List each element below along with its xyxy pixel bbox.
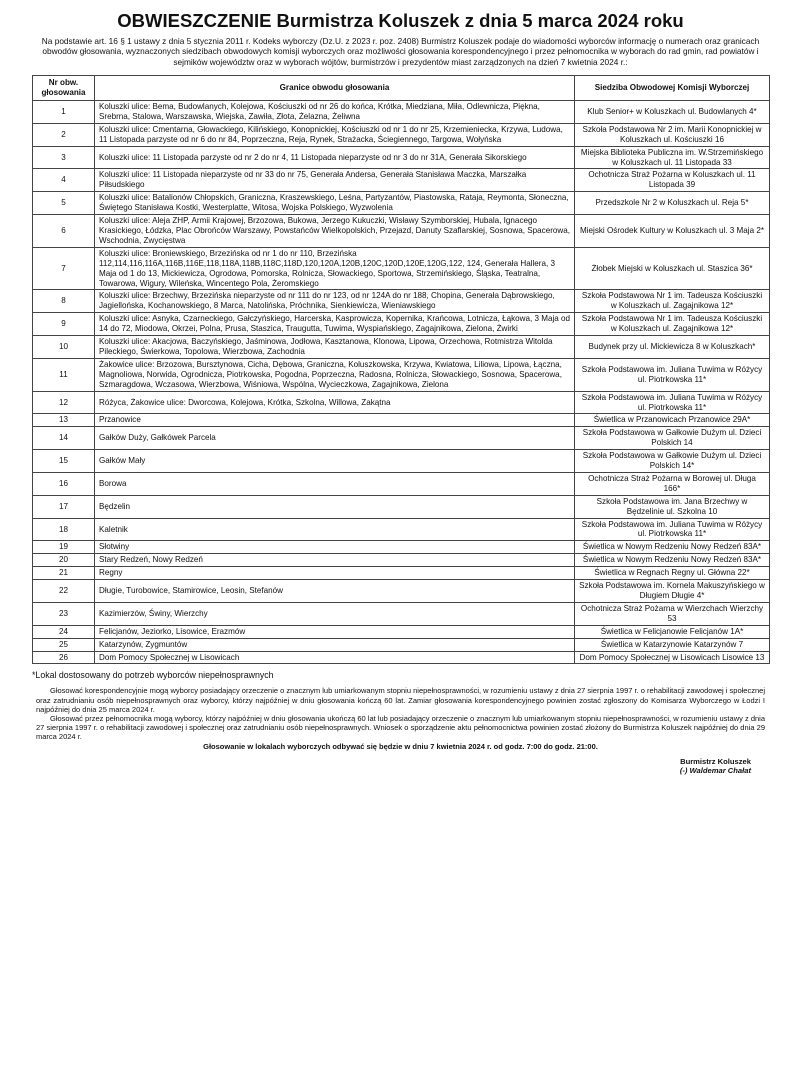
legal-paragraph-correspondence: Głosować korespondencyjnie mogą wyborcy posiadający orzeczenie o znacznym lub umiarkowanym stopniu niepełnosprawności, w rozumieniu ustawy z dnia 27 sierpnia 1997 r. o rehabilitacji zawodowej i społecznej oraz zatrudnianiu osób niepełnosprawnych oraz wyborcy, którzy najpóźniej w dniu głosowania kończą 60 lat. Zamiar głosowania korespondencyjnego powinien zostać zgłoszony do Komisarza Wyborczego w Łodzi I najpóźniej do dnia 25 marca 2024 r. [36, 686, 765, 714]
table-row [33, 518, 770, 541]
table-body [33, 101, 770, 664]
table-row [33, 313, 770, 336]
row-seat: Ochotnicza Straż Pożarna w Wierzchach Wierzchy 53 [575, 602, 770, 625]
table-row [33, 567, 770, 580]
row-number: 16 [33, 472, 95, 495]
table-row [33, 554, 770, 567]
row-number: 26 [33, 651, 95, 664]
row-seat: Dom Pomocy Społecznej w Lisowicach Lisowice 13 [575, 651, 770, 664]
table-row [33, 146, 770, 169]
intro-paragraph: Na podstawie art. 16 § 1 ustawy z dnia 5 stycznia 2011 r. Kodeks wyborczy (Dz.U. z 2023 r. poz. 2408) Burmistrz Koluszek podaje do wiadomości wyborców informację o numerach oraz granicach obwodów głosowania, wyznaczonych siedzibach obwodowych komisji wyborczych oraz możliwości głosowania korespondencyjnego i przez pełnomocnika w wyborach do rad gmin, rad powiatów i sejmików województw oraz w wyborach wójtów, burmistrzów i prezydentów miast zarządzonych na dzień 7 kwietnia 2024 r.: [41, 36, 760, 67]
legal-text [36, 686, 765, 750]
row-boundaries: Koluszki ulice: 11 Listopada nieparzyste od nr 33 do nr 75, Generała Andersa, Generała Stanisława Maczka, Marszałka Piłsudskiego [95, 169, 575, 192]
row-seat: Miejska Biblioteka Publiczna im. W.Strzemińskiego w Koluszkach ul. 11 Listopada 33 [575, 146, 770, 169]
table-row [33, 247, 770, 290]
row-boundaries: Kaletnik [95, 518, 575, 541]
row-number: 19 [33, 541, 95, 554]
row-seat: Świetlica w Felicjanowie Felicjanów 1A* [575, 625, 770, 638]
row-seat: Świetlica w Katarzynowie Katarzynów 7 [575, 638, 770, 651]
row-seat: Ochotnicza Straż Pożarna w Borowej ul. Długa 166* [575, 472, 770, 495]
row-boundaries: Koluszki ulice: Broniewskiego, Brzezińska od nr 1 do nr 110, Brzezińska 112,114,116,116A,116B,116E,118,118A,118B,118C,118D,120,120A,120B,120C,120D,120E,120G,122, 124, Generała Hallera, 3 Maja od 1 do 13, Mickiewicza, Ogrodowa, Pomorska, Rolnicza, Słowackiego, Sportowa, Strzemińskiego, Śląska, Teatralna, Towarowa, Wigury, Wileńska, Wincentego Pola, Żeromskiego [95, 247, 575, 290]
row-number: 6 [33, 215, 95, 248]
table-row [33, 450, 770, 473]
row-seat: Klub Senior+ w Koluszkach ul. Budowlanych 4* [575, 101, 770, 124]
row-boundaries: Koluszki ulice: Cmentarna, Głowackiego, Kilińskiego, Konopnickiej, Kościuszki od nr 1 do nr 25, Krzemieniecka, Krzywa, Ludowa, 11 Listopada parzyste od nr 6 do nr 84, Poprzeczna, Reja, Rynek, Strażacka, Ściegiennego, Targowa, Wołyńska [95, 123, 575, 146]
table-header-row [33, 76, 770, 101]
header-siedziba: Siedziba Obwodowej Komisji Wyborczej [575, 76, 770, 101]
row-seat: Szkoła Podstawowa im. Jana Brzechwy w Będzelinie ul. Szkolna 10 [575, 495, 770, 518]
row-seat: Szkoła Podstawowa w Gałkowie Dużym ul. Dzieci Polskich 14* [575, 450, 770, 473]
signature-role: Burmistrz Koluszek [680, 756, 751, 766]
page-title: OBWIESZCZENIE Burmistrza Koluszek z dnia 5 marca 2024 roku [117, 10, 684, 31]
row-boundaries: Dom Pomocy Społecznej w Lisowicach [95, 651, 575, 664]
row-number: 2 [33, 123, 95, 146]
row-number: 4 [33, 169, 95, 192]
table-row [33, 651, 770, 664]
row-number: 8 [33, 290, 95, 313]
row-seat: Szkoła Podstawowa im. Juliana Tuwima w Różycy ul. Piotrkowska 11* [575, 358, 770, 391]
row-boundaries: Kazimierzów, Świny, Wierzchy [95, 602, 575, 625]
row-number: 1 [33, 101, 95, 124]
row-boundaries: Będzelin [95, 495, 575, 518]
row-seat: Szkoła Podstawowa Nr 1 im. Tadeusza Kościuszki w Koluszkach ul. Zagajnikowa 12* [575, 313, 770, 336]
row-number: 7 [33, 247, 95, 290]
row-seat: Świetlica w Nowym Redzeniu Nowy Redzeń 83A* [575, 541, 770, 554]
row-boundaries: Koluszki ulice: Batalionów Chłopskich, Graniczna, Kraszewskiego, Leśna, Partyzantów, Piastowska, Rataja, Reymonta, Słoneczna, Świętego Stanisława Kostki, Westerplatte, Witosa, Wojska Polskiego, Wyzwolenia [95, 192, 575, 215]
table-row [33, 192, 770, 215]
row-seat: Szkoła Podstawowa Nr 2 im. Marii Konopnickiej w Koluszkach ul. Kościuszki 16 [575, 123, 770, 146]
table-row [33, 336, 770, 359]
row-boundaries: Gałków Duży, Gałkówek Parcela [95, 427, 575, 450]
table-row [33, 495, 770, 518]
row-boundaries: Koluszki ulice: Bema, Budowlanych, Kolejowa, Kościuszki od nr 26 do końca, Krótka, Miedziana, Miła, Odlewnicza, Piękna, Srebrna, Stalowa, Warszawska, Wiejska, Zawiła, Złota, Żelazna, Żeliwna [95, 101, 575, 124]
table-row [33, 580, 770, 603]
row-number: 10 [33, 336, 95, 359]
row-seat: Szkoła Podstawowa im. Juliana Tuwima w Różycy ul. Piotrkowska 11* [575, 518, 770, 541]
table-row [33, 625, 770, 638]
row-boundaries: Katarzynów, Zygmuntów [95, 638, 575, 651]
row-number: 25 [33, 638, 95, 651]
table-row [33, 414, 770, 427]
row-boundaries: Koluszki ulice: Brzechwy, Brzezińska nieparzyste od nr 111 do nr 123, od nr 124A do nr 188, Chopina, Generała Dąbrowskiego, Jagiellońska, Kochanowskiego, 8 Marca, Natolińska, Próchnika, Sienkiewicza, Wieniawskiego [95, 290, 575, 313]
row-boundaries: Koluszki ulice: Akacjowa, Baczyńskiego, Jaśminowa, Jodłowa, Kasztanowa, Klonowa, Lipowa, Orzechowa, Rotmistrza Witolda Pileckiego, Świerkowa, Topolowa, Wierzbowa, Zachodnia [95, 336, 575, 359]
table-row [33, 472, 770, 495]
table-row [33, 290, 770, 313]
row-number: 17 [33, 495, 95, 518]
row-seat: Szkoła Podstawowa Nr 1 im. Tadeusza Kościuszki w Koluszkach ul. Zagajnikowa 12* [575, 290, 770, 313]
row-boundaries: Koluszki ulice: Asnyka, Czarneckiego, Gałczyńskiego, Harcerska, Kasprowicza, Kopernika, Krańcowa, Lotnicza, Łąkowa, 3 Maja od 14 do 72, Miodowa, Okrzei, Polna, Prusa, Staszica, Traugutta, Tuwima, Wyspiańskiego, Zagajnikowa, Zielona, Żwirki [95, 313, 575, 336]
header-nr: Nr obw. głosowania [33, 76, 95, 101]
row-seat: Szkoła Podstawowa w Gałkowie Dużym ul. Dzieci Polskich 14 [575, 427, 770, 450]
table-row [33, 427, 770, 450]
voting-hours: Głosowanie w lokalach wyborczych odbywać się będzie w dniu 7 kwietnia 2024 r. od godz. 7:00 do godz. 21:00. [203, 741, 598, 751]
row-boundaries: Żakowice ulice: Brzozowa, Bursztynowa, Cicha, Dębowa, Graniczna, Koluszkowska, Krzywa, Kwiatowa, Liliowa, Lipowa, Łączna, Magnoliowa, Norwida, Ogrodnicza, Piotrkowska, Pogodna, Poprzeczna, Radosna, Rolnicza, Słowackiego, Sosnowa, Spacerowa, Szmaragdowa, Wczasowa, Wierzbowa, Wiśniowa, Wspólna, Wycieczkowa, Zagajnikowa, Zielona [95, 358, 575, 391]
legal-paragraph-proxy: Głosować przez pełnomocnika mogą wyborcy, którzy najpóźniej w dniu głosowania ukończą 60 lat lub posiadający orzeczenie o znacznym lub umiarkowanym stopniu niepełnosprawności, w rozumieniu ustawy z dnia 27 sierpnia 1997 r. o rehabilitacji zawodowej i społecznej oraz zatrudnianiu osób niepełnosprawnych. Wniosek o sporządzenie aktu pełnomocnictwa powinien zostać złożony do Burmistrza Koluszek najpóźniej do dnia 29 marca 2024 r. [36, 714, 765, 742]
row-boundaries: Koluszki ulice: 11 Listopada parzyste od nr 2 do nr 4, 11 Listopada nieparzyste od nr 3 do nr 31A, Generała Sikorskiego [95, 146, 575, 169]
header-granice: Granice obwodu głosowania [95, 76, 575, 101]
row-boundaries: Borowa [95, 472, 575, 495]
row-number: 15 [33, 450, 95, 473]
row-number: 24 [33, 625, 95, 638]
row-number: 5 [33, 192, 95, 215]
row-number: 11 [33, 358, 95, 391]
row-seat: Ochotnicza Straż Pożarna w Koluszkach ul. 11 Listopada 39 [575, 169, 770, 192]
row-number: 21 [33, 567, 95, 580]
signature-block [32, 757, 751, 776]
row-seat: Przedszkole Nr 2 w Koluszkach ul. Reja 5* [575, 192, 770, 215]
row-number: 22 [33, 580, 95, 603]
row-seat: Budynek przy ul. Mickiewicza 8 w Koluszkach* [575, 336, 770, 359]
table-row [33, 169, 770, 192]
row-number: 20 [33, 554, 95, 567]
row-seat: Miejski Ośrodek Kultury w Koluszkach ul. 3 Maja 2* [575, 215, 770, 248]
table-row [33, 215, 770, 248]
row-boundaries: Gałków Mały [95, 450, 575, 473]
row-seat: Świetlica w Przanowicach Przanowice 29A* [575, 414, 770, 427]
table-row [33, 541, 770, 554]
row-number: 3 [33, 146, 95, 169]
row-boundaries: Różyca, Żakowice ulice: Dworcowa, Kolejowa, Krótka, Szkolna, Willowa, Zakątna [95, 391, 575, 414]
districts-table [32, 75, 770, 664]
row-boundaries: Słotwiny [95, 541, 575, 554]
row-number: 12 [33, 391, 95, 414]
row-number: 14 [33, 427, 95, 450]
row-boundaries: Felicjanów, Jeziorko, Lisowice, Erazmów [95, 625, 575, 638]
row-seat: Żłobek Miejski w Koluszkach ul. Staszica 36* [575, 247, 770, 290]
table-row [33, 358, 770, 391]
row-boundaries: Przanowice [95, 414, 575, 427]
row-number: 18 [33, 518, 95, 541]
row-boundaries: Koluszki ulice: Aleja ZHP, Armii Krajowej, Brzozowa, Bukowa, Jerzego Kukuczki, Wisławy Szymborskiej, Hubala, Ignacego Krasickiego, Łódzka, Plac Obrońców Warszawy, Powstańców Wielkopolskich, Przejazd, Danuty Szaflarskiej, Sosnowa, Spacerowa, Wschodnia, Zwycięstwa [95, 215, 575, 248]
row-seat: Szkoła Podstawowa im. Kornela Makuszyńskiego w Długiem Długie 4* [575, 580, 770, 603]
row-boundaries: Regny [95, 567, 575, 580]
row-boundaries: Długie, Turobowice, Stamirowice, Leosin, Stefanów [95, 580, 575, 603]
table-row [33, 391, 770, 414]
row-number: 23 [33, 602, 95, 625]
accessibility-note: *Lokal dostosowany do potrzeb wyborców niepełnosprawnych [32, 670, 274, 681]
row-seat: Świetlica w Regnach Regny ul. Główna 22* [575, 567, 770, 580]
row-number: 9 [33, 313, 95, 336]
row-seat: Świetlica w Nowym Redzeniu Nowy Redzeń 83A* [575, 554, 770, 567]
table-row [33, 602, 770, 625]
signature-name: (-) Waldemar Chałat [679, 766, 751, 776]
table-row [33, 123, 770, 146]
row-number: 13 [33, 414, 95, 427]
table-row [33, 101, 770, 124]
row-boundaries: Stary Redzeń, Nowy Redzeń [95, 554, 575, 567]
row-seat: Szkoła Podstawowa im. Juliana Tuwima w Różycy ul. Piotrkowska 11* [575, 391, 770, 414]
table-row [33, 638, 770, 651]
